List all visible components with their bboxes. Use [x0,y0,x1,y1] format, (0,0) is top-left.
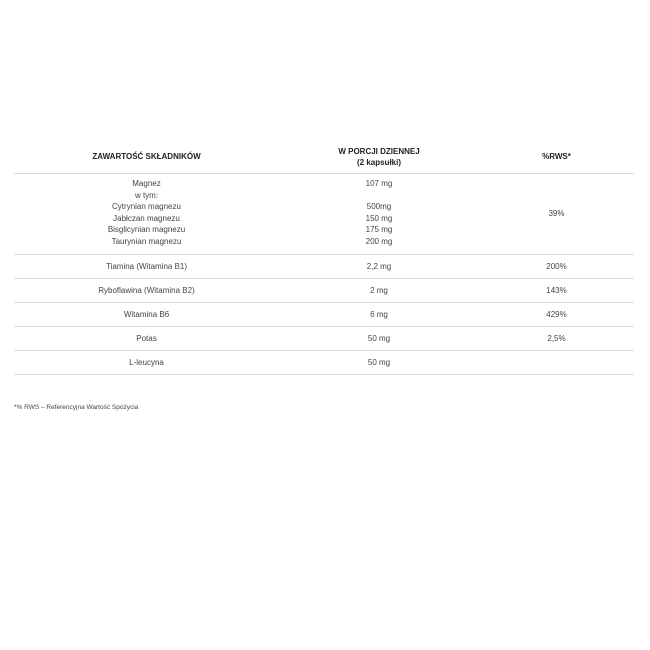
table-row [14,327,634,351]
table-row [14,303,634,327]
magnesium-taurate-amount: 200 mg [365,236,393,246]
table-row-magnesium [14,174,634,255]
ingredient-name: Potas [136,333,157,343]
ingredient-rws: 143% [546,285,567,295]
magnesium-bisglycinate-amount: 175 mg [365,225,393,234]
header-daily-portion-line2: (2 kapsułki) [356,157,401,167]
table-row [14,279,634,303]
magnesium-bisglycinate-name: Bisglicynian magnezu [107,225,186,234]
ingredient-rws: 2,5% [547,333,566,343]
magnesium-taurate-name: Taurynian magnezu [111,236,182,246]
ingredient-amount: 2,2 mg [366,261,392,271]
magnesium-malate-name: Jabłczan magnezu [113,213,180,223]
magnesium-rws: 39% [548,209,565,219]
ingredient-amount: 50 mg [367,357,391,367]
table-row [14,255,634,279]
ingredient-amount: 50 mg [367,333,391,343]
header-daily-portion-line1: W PORCJI DZIENNEJ [338,146,420,156]
header-daily-portion [279,146,479,168]
ingredient-name: L-leucyna [129,357,164,367]
ingredient-name: Tiamina (Witamina B1) [105,261,188,271]
ingredient-name: Witamina B6 [123,309,170,319]
nutrition-table [14,140,634,375]
table-row [14,351,634,375]
magnesium-amount-spacer [279,190,479,202]
ingredient-amount: 2 mg [370,285,388,295]
magnesium-malate-amount: 150 mg [365,213,393,223]
magnesium-including: w tym: [134,190,159,200]
ingredient-amount: 6 mg [370,309,388,319]
magnesium-citrate-name: Cytrynian magnezu [112,202,181,211]
magnesium-amounts [279,174,479,247]
ingredient-rws: 429% [546,309,567,319]
magnesium-names [14,174,279,247]
magnesium-amount: 107 mg [365,179,393,188]
header-rws: %RWS* [542,152,571,161]
ingredient-rws: 200% [546,261,567,271]
rws-footnote: *% RWS – Referencyjna Wartość Spożycia [14,404,139,411]
magnesium-citrate-amount: 500mg [366,202,392,211]
header-ingredients: ZAWARTOŚĆ SKŁADNIKÓW [92,152,201,161]
magnesium-name: Magnez [132,179,161,188]
table-header-row [14,140,634,174]
ingredient-name: Ryboflawina (Witamina B2) [98,285,195,295]
